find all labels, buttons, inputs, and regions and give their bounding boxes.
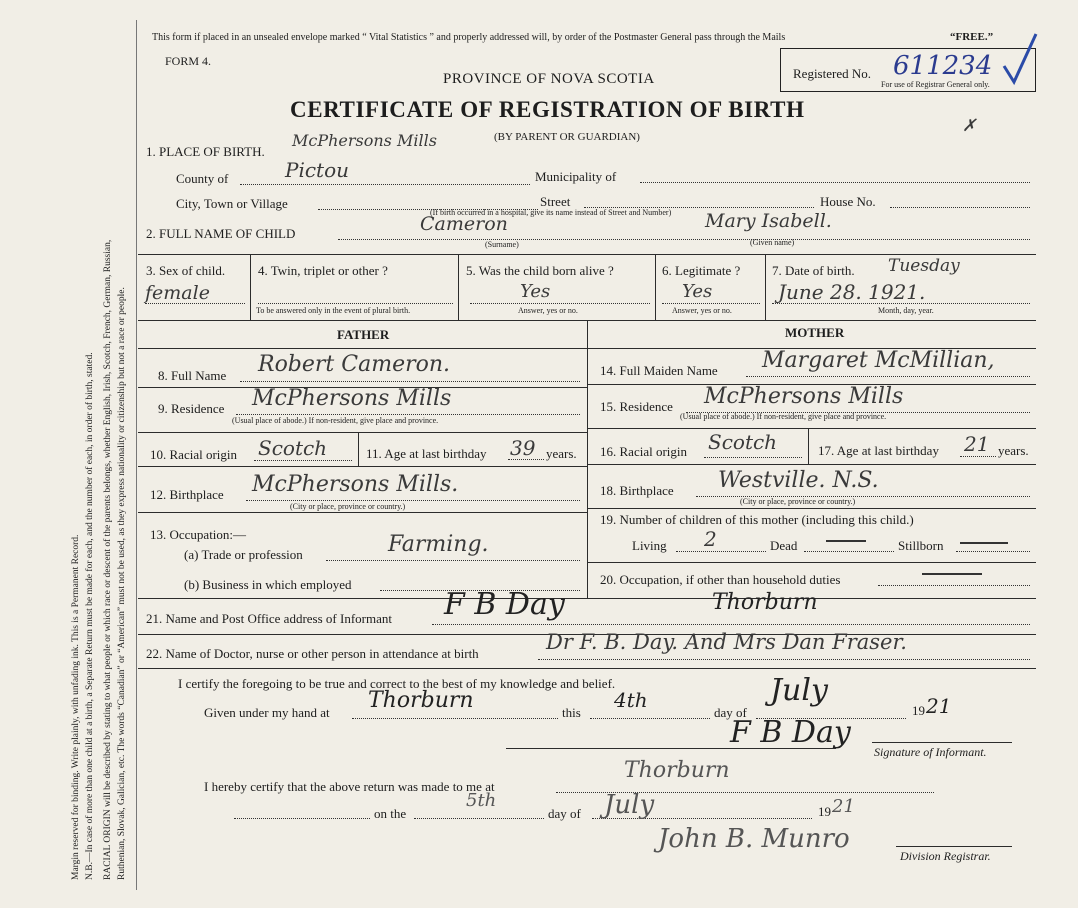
registrar-statement: I hereby certify that the above return was made to me at [204,779,495,794]
mother-age-value: 21 [964,432,990,456]
father-residence-label: 9. Residence [158,401,225,416]
mother-children-rule [587,562,1036,563]
informant-label: 21. Name and Post Office address of Informant [146,611,392,626]
mother-racial-line [704,457,802,458]
father-name-label: 8. Full Name [158,368,227,383]
informant-signature-label: Signature of Informant. [874,745,987,759]
legitimate-note: Answer, yes or no. [672,306,732,315]
registrar-year-prefix: 19 [818,804,831,819]
stillborn-line [956,551,1030,552]
informant-signature-line-a [506,748,836,749]
street-label: Street [540,194,571,209]
date-value: June 28. 1921. [778,280,926,304]
county-value: Pictou [285,158,350,182]
mother-birthplace-label: 18. Birthplace [600,483,674,498]
registrar-mark: ✗ [962,116,977,136]
child-name-label: 2. FULL NAME OF CHILD [146,226,296,241]
registrar-title: Division Registrar. [900,849,991,863]
father-racial-line [254,460,352,461]
father-birthplace-rule [138,512,587,513]
on-the-line [414,818,544,819]
living-label: Living [632,538,667,553]
dead-dash [826,540,866,542]
margin-notes [0,0,127,908]
place-of-birth-label: 1. PLACE OF BIRTH. [146,144,265,159]
doctor-bottom-rule [138,668,1036,669]
father-residence-rule [138,432,587,433]
registrar-signature-line [896,846,1012,847]
father-residence-line [236,414,580,415]
father-birthplace-label: 12. Birthplace [150,487,224,502]
mother-occupation-label: 20. Occupation, if other than household duties [600,572,841,587]
given-place-line [352,718,558,719]
mother-age-unit: years. [998,443,1029,458]
on-the-label: on the [374,806,407,821]
informant-line [432,624,1030,625]
registrar-lead-line [234,818,370,819]
mother-residence-rule [587,428,1036,429]
surname-note: (Surname) [485,240,519,249]
date-line [772,303,1030,304]
margin-note-1: Margin reserved for binding. Write plainly, with unfading ink. This is a Permanent Record. [71,534,81,880]
given-under-label: Given under my hand at [204,705,330,720]
given-name-note: (Given name) [750,238,795,247]
mother-children-label: 19. Number of children of this mother (including this child.) [600,512,914,527]
registrar-month-value: July [604,790,655,820]
registered-note: For use of Registrar General only. [881,80,990,89]
mother-name-line [746,376,1030,377]
mother-racial-divider [808,428,809,464]
mother-racial-rule [587,464,1036,465]
certify-year-prefix: 19 [912,703,925,718]
mother-residence-label: 15. Residence [600,399,673,414]
municipality-label: Municipality of [535,169,617,184]
father-name-value: Robert Cameron. [258,352,451,377]
this-line [590,718,710,719]
hospital-note: (If birth occurred in a hospital, give its name instead of Street and Number) [430,208,672,217]
father-residence-note: (Usual place of abode.) If non-resident, give place and province. [232,416,439,425]
father-trade-value: Farming. [388,532,489,557]
registrar-signature: John B. Munro [658,824,850,854]
margin-rule [136,20,137,890]
child-surname: Cameron [420,213,508,235]
child-name-line [338,239,1030,240]
mail-free: “FREE.” [950,31,994,43]
registrar-year-value: 21 [832,796,855,817]
row3-divider-4 [765,254,766,320]
sex-line [145,303,245,304]
father-residence-value: McPhersons Mills [252,386,452,411]
informant-signature-line-b [872,742,1012,743]
registrar-day-of-label: day of [548,806,581,821]
place-of-birth-value: McPhersons Mills [292,131,437,150]
father-birthplace-value: McPhersons Mills. [252,472,459,497]
row3-divider-3 [655,254,656,320]
certificate-subtitle: (BY PARENT OR GUARDIAN) [494,131,640,143]
mother-birthplace-rule [587,508,1036,509]
mother-name-label: 14. Full Maiden Name [600,363,718,378]
father-trade-line [326,560,580,561]
city-label: City, Town or Village [176,196,288,211]
mother-age-label: 17. Age at last birthday [818,443,939,458]
alive-note: Answer, yes or no. [518,306,578,315]
child-given-name: Mary Isabell. [705,210,832,232]
father-age-label: 11. Age at last birthday [366,446,487,461]
certificate-title: CERTIFICATE OF REGISTRATION OF BIRTH [290,97,805,122]
informant-address: Thorburn [712,590,818,615]
dead-label: Dead [770,538,798,553]
on-the-value: 5th [466,790,497,811]
municipality-line [640,182,1030,183]
twin-label: 4. Twin, triplet or other ? [258,263,388,278]
registration-box [780,48,1036,92]
mother-racial-label: 16. Racial origin [600,444,688,459]
county-label: County of [176,171,229,186]
this-label: this [562,705,581,720]
mother-age-line [960,456,996,457]
stillborn-label: Stillborn [898,538,944,553]
alive-value: Yes [520,281,551,302]
father-trade-label: (a) Trade or profession [184,547,303,562]
legitimate-value: Yes [682,281,713,302]
alive-line [470,303,650,304]
certify-day-of-label: day of [714,705,747,720]
informant-top-rule [138,598,1036,599]
mother-heading: MOTHER [785,325,845,340]
house-label: House No. [820,194,876,209]
this-value: 4th [614,688,648,712]
father-age-value: 39 [510,436,536,460]
father-birthplace-note: (City or place, province or country.) [290,502,406,511]
father-racial-label: 10. Racial origin [150,447,238,462]
legitimate-label: 6. Legitimate ? [662,263,741,278]
informant-signature: F B Day [730,715,851,750]
living-line [676,551,766,552]
registered-label: Registered No. [793,66,871,81]
doctor-label: 22. Name of Doctor, nurse or other person in attendance at birth [146,646,479,661]
stillborn-dash [960,542,1008,544]
registered-number: 611234 [893,51,993,81]
row3-divider-1 [250,254,251,320]
mother-occupation-dash [922,573,982,575]
legitimate-line [662,303,760,304]
doctor-value: Dr F. B. Day. And Mrs Dan Fraser. [546,630,907,654]
province-heading: PROVINCE OF NOVA SCOTIA [443,71,655,87]
mother-name-value: Margaret McMillian, [762,348,995,373]
date-note: Month, day, year. [878,306,934,315]
date-label: 7. Date of birth. [772,263,855,278]
parents-divider [587,320,588,598]
mail-notice: This form if placed in an unsealed envelope marked “ Vital Statistics ” and properly addressed will, by order of the Postmaster General pass through the Mails [152,32,786,43]
row3-top-rule [138,254,1036,255]
father-age-unit: years. [546,446,577,461]
certify-statement: I certify the foregoing to be true and correct to the best of my knowledge and belief. [178,676,616,691]
father-heading: FATHER [337,327,390,342]
registrar-place-value: Thorburn [624,758,730,783]
house-line [890,207,1030,208]
sex-value: female [145,282,210,304]
father-name-line [240,381,580,382]
living-value: 2 [704,527,717,551]
father-business-label: (b) Business in which employed [184,577,352,592]
mother-occupation-line [878,585,1030,586]
mother-birthplace-note: (City or place, province or country.) [740,497,856,506]
date-day: Tuesday [888,256,960,276]
row3-divider-2 [458,254,459,320]
certify-month-value: July [770,673,828,708]
margin-note-2: N.B.—In case of more than one child at a birth, a Separate Return must be made for each, and the number of each, in order of birth, stated. [85,352,95,880]
mother-residence-value: McPhersons Mills [704,384,904,409]
mother-residence-note: (Usual place of abode.) If non-resident, give place and province. [680,412,887,421]
twin-line [258,303,453,304]
margin-note-4: Ruthenian, Slovak, Galician, etc. The words “Canadian” or “American” must not be used, as they express nationality or citizenship but not a race or people. [117,287,127,880]
father-birthplace-line [246,500,580,501]
father-occupation-label: 13. Occupation:— [150,527,247,542]
county-line [240,184,530,185]
alive-label: 5. Was the child born alive ? [466,263,614,278]
doctor-line [538,659,1030,660]
margin-note-3: RACIAL ORIGIN will be described by stating to what people or which race or descent of the parents belongs, whether English, Irish, Scotch, French, German, Russian, [103,239,113,880]
dead-line [804,551,894,552]
mother-birthplace-value: Westville. N.S. [718,468,879,493]
given-place-value: Thorburn [368,688,474,713]
informant-name: F B Day [444,587,565,622]
form-number: FORM 4. [165,54,212,68]
twin-note: To be answered only in the event of plural birth. [256,306,411,315]
sex-label: 3. Sex of child. [146,263,226,278]
certify-year-value: 21 [926,694,952,718]
father-racial-rule [138,466,587,467]
father-racial-divider [358,432,359,466]
father-racial-value: Scotch [258,436,328,460]
mother-racial-value: Scotch [708,430,778,454]
checkmark-icon [1000,30,1040,90]
